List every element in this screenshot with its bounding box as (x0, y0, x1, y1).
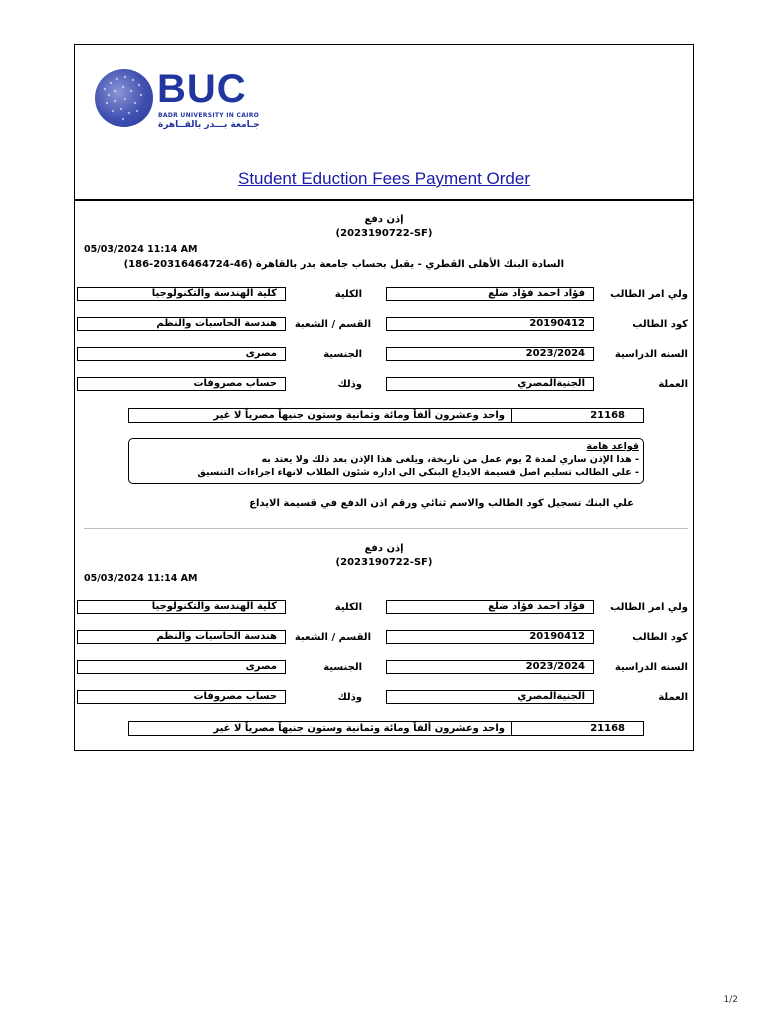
slip1-amount-box (128, 408, 644, 423)
buc-logo (95, 67, 260, 137)
slip2-student-code-label: كود الطالب (632, 632, 688, 643)
logo-english-name: BADR UNIVERSITY IN CAIRO (158, 112, 260, 119)
slip1-student-code-value: 20190412 (386, 317, 594, 331)
slip1-student-code-label: كود الطالب (632, 319, 688, 330)
payment-order-frame (74, 44, 694, 751)
slip2-currency-value: الجنيةالمصري (386, 690, 594, 704)
slip2-amount-words: واحد وعشرون ألفاً ومائة وثمانية وستون جنيهاً مصرياً لا غير (129, 722, 512, 735)
slip2-dept-label: القسم / الشعبة (294, 632, 371, 643)
slip1-faculty-value: كلية الهندسة والتكنولوجيا (77, 287, 286, 301)
slip1-bank-line: السادة البنك الأهلى القطري - يقبل بحساب جامعة بدر بالقاهرة (46-20316464724-186) (123, 259, 564, 270)
slip2-guardian-value: فؤاد احمد فؤاد ضلع (386, 600, 594, 614)
slip2-datetime: 05/03/2024 11:14 AM (84, 573, 198, 584)
slip2-for-value: حساب مصروفات (77, 690, 286, 704)
slip1-dept-label: القسم / الشعبة (294, 319, 371, 330)
slip1-guardian-value: فؤاد احمد فؤاد ضلع (386, 287, 594, 301)
slip2-dept-value: هندسة الحاسبات والنظم (77, 630, 286, 644)
slip1-heading: إذن دفع (364, 214, 404, 225)
slip1-bank-note: علي البنك تسجيل كود الطالب والاسم ثنائي ورقم اذن الدفع في قسيمة الايداع (249, 498, 634, 509)
slip2-faculty-value: كلية الهندسة والتكنولوجيا (77, 600, 286, 614)
slip2-amount-box (128, 721, 644, 736)
slip1-faculty-label: الكلية (334, 289, 362, 300)
slip2-nationality-value: مصرى (77, 660, 286, 674)
slip1-rule-1: - هذا الإذن ساري لمدة 2 يوم عمل من تاريخة، ويلغى هذا الإذن بعد ذلك ولا يعتد به (261, 454, 639, 465)
slip2-year-value: 2023/2024 (386, 660, 594, 674)
slip1-year-label: السنه الدراسية (614, 349, 688, 360)
slip1-guardian-label: ولي امر الطالب (610, 289, 688, 300)
slip1-amount-words: واحد وعشرون ألفاً ومائة وثمانية وستون جنيهاً مصرياً لا غير (129, 409, 512, 422)
slip1-dept-value: هندسة الحاسبات والنظم (77, 317, 286, 331)
slip2-for-label: وذلك (337, 692, 362, 703)
slip1-nationality-label: الجنسية (323, 349, 362, 360)
slip1-datetime: 05/03/2024 11:14 AM (84, 244, 198, 255)
slip2-heading: إذن دفع (364, 543, 404, 554)
slip2-amount-value: 21168 (590, 723, 625, 734)
slip1-code: (2023190722-SF) (335, 228, 433, 239)
slip2-nationality-label: الجنسية (323, 662, 362, 673)
slip1-nationality-value: مصرى (77, 347, 286, 361)
slip1-rules-box (128, 438, 644, 484)
logo-wordmark: BUC (157, 67, 247, 111)
slip1-rules-title: قواعد هامة (586, 441, 639, 452)
slip2-code: (2023190722-SF) (335, 557, 433, 568)
document-header (75, 45, 693, 201)
page-number: 1/2 (723, 995, 738, 1005)
slip-separator (84, 528, 688, 529)
slip2-guardian-label: ولي امر الطالب (610, 602, 688, 613)
logo-arabic-name: جـامعة بـــدر بالقــاهرة (158, 120, 260, 130)
slip1-for-value: حساب مصروفات (77, 377, 286, 391)
slip2-currency-label: العملة (658, 692, 688, 703)
slip1-amount-value: 21168 (590, 410, 625, 421)
slip2-student-code-value: 20190412 (386, 630, 594, 644)
slip2-faculty-label: الكلية (334, 602, 362, 613)
globe-icon (95, 69, 153, 127)
slip2-year-label: السنه الدراسية (614, 662, 688, 673)
slip1-year-value: 2023/2024 (386, 347, 594, 361)
document-title: Student Eduction Fees Payment Order (238, 169, 530, 188)
slip1-currency-label: العملة (658, 379, 688, 390)
slip1-for-label: وذلك (337, 379, 362, 390)
slip1-rule-2: - علي الطالب تسليم اصل قسيمة الايداع البنكي الي اداره شئون الطلاب لانهاء اجراءات التنسيق (197, 467, 639, 478)
slip1-currency-value: الجنيةالمصري (386, 377, 594, 391)
